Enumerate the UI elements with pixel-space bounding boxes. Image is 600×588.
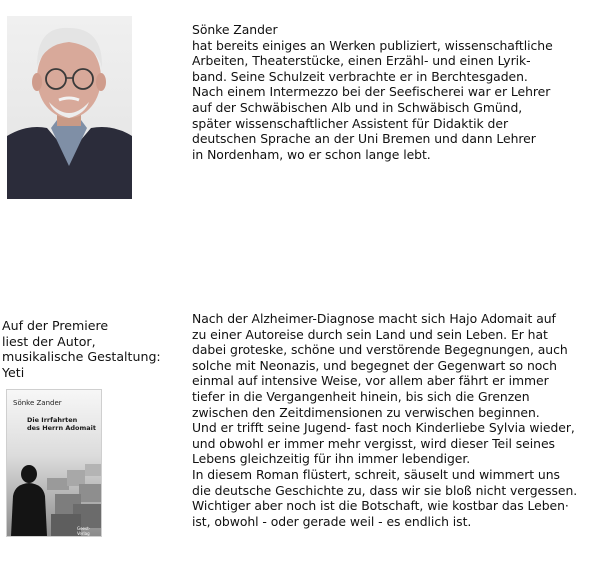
bio-line: auf der Schwäbischen Alb und in Schwäbisch Gmünd, — [192, 99, 523, 115]
summary-line: Und er trifft seine Jugend- fast noch Kinderliebe Sylvia wieder, — [192, 420, 575, 436]
book-cover-author: Sönke Zander — [13, 399, 62, 407]
book-cover — [6, 389, 102, 537]
book-cover-title-line: Die Irrfahrten — [27, 416, 78, 424]
premiere-note — [2, 318, 172, 381]
summary-line: ist, obwohl - oder gerade weil - es endlich ist. — [192, 513, 472, 529]
summary-line: zwischen den Zeitdimensionen zu verwischen beginnen. — [192, 404, 540, 420]
bio-line: deutschen Sprache an der Uni Bremen und dann Lehrer — [192, 131, 536, 147]
book-cover-title-line: des Herrn Adomait — [27, 423, 96, 432]
author-photo — [7, 16, 132, 199]
summary-line: und obwohl er immer mehr vergisst, wird dieser Teil seines — [192, 435, 555, 451]
summary-line: Wichtiger aber noch ist die Botschaft, wie kostbar das Leben· — [192, 498, 569, 514]
premiere-line: Yeti — [2, 365, 25, 381]
summary-line: dabei groteske, schöne und verstörende Begegnungen, auch — [192, 342, 568, 358]
premiere-line: liest der Autor, — [2, 333, 96, 349]
summary-line: die deutsche Geschichte zu, dass wir sie bloß nicht vergessen. — [192, 482, 578, 498]
bio-line: Arbeiten, Theaterstücke, einen Erzähl- und einen Lyrik- — [192, 53, 531, 69]
summary-line: Nach der Alzheimer-Diagnose macht sich Hajo Adomait auf — [192, 311, 556, 326]
book-cover-memorial-image — [7, 440, 101, 536]
summary-line: Lebens gleichzeitig für ihn immer lebendiger. — [192, 451, 471, 467]
bio-line: in Nordenham, wo er schon lange lebt. — [192, 146, 431, 162]
summary-line: tiefer in die Vergangenheit hinein, bis sich die Grenzen — [192, 388, 530, 404]
summary-line: einmal auf intensive Weise, vor allem aber fährt er immer — [192, 373, 549, 389]
book-summary — [192, 311, 596, 529]
bio-line: hat bereits einiges an Werken publiziert, wissenschaftliche — [192, 37, 553, 53]
bio-line: Nach einem Intermezzo bei der Seefischerei war er Lehrer — [192, 84, 551, 100]
premiere-line: musikalische Gestaltung: — [2, 349, 161, 365]
author-name: Sönke Zander — [192, 22, 278, 37]
author-bio — [192, 22, 587, 162]
author-portrait-illustration — [7, 16, 132, 199]
bio-line: band. Seine Schulzeit verbrachte er in Berchtesgaden. — [192, 68, 528, 84]
premiere-line: Auf der Premiere — [2, 318, 109, 333]
book-cover-title — [27, 417, 96, 432]
bio-line: später wissenschaftlicher Assistent für Didaktik der — [192, 115, 508, 131]
summary-line: solche mit Neonazis, und begegnet der Gegenwart so noch — [192, 357, 557, 373]
summary-line: zu einer Autoreise durch sein Land und sein Leben. Er hat — [192, 326, 548, 342]
book-cover-publisher: Geest-Verlag — [77, 526, 91, 536]
summary-line: In diesem Roman flüstert, schreit, säuselt und wimmert uns — [192, 466, 560, 482]
